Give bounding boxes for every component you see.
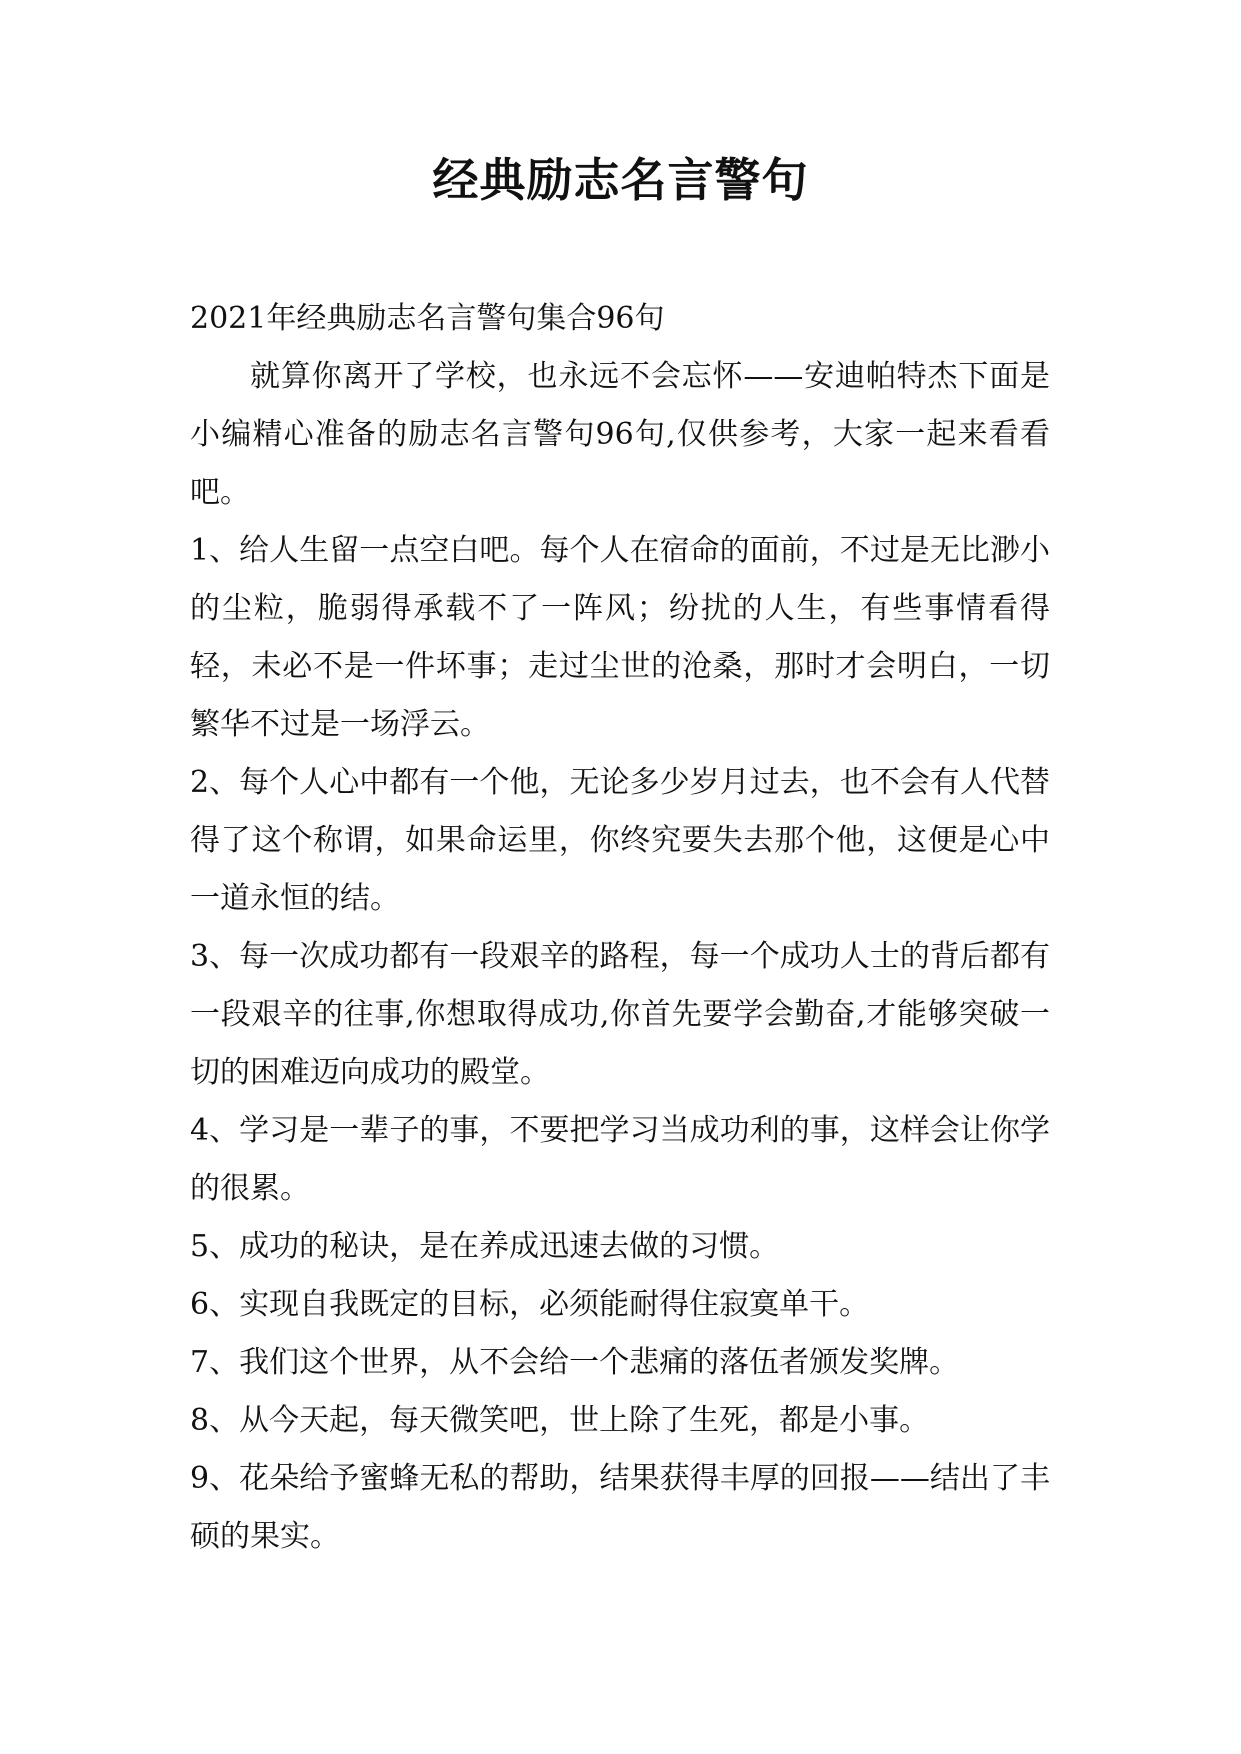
quote-item-3: 3、每一次成功都有一段艰辛的路程，每一个成功人士的背后都有一段艰辛的往事,你想取得成功,你首先要学会勤奋,才能够突破一切的困难迈向成功的殿堂。 (190, 939, 1050, 1090)
quote-item-4: 4、学习是一辈子的事，不要把学习当成功利的事，这样会让你学的很累。 (190, 1113, 1050, 1206)
document-body (190, 290, 1050, 1566)
document-subtitle: 2021年经典励志名言警句集合96句 (190, 301, 665, 336)
document-title: 经典励志名言警句 (432, 153, 809, 207)
quote-item-5: 5、成功的秘诀，是在养成迅速去做的习惯。 (190, 1229, 780, 1264)
quote-item-9: 9、花朵给予蜜蜂无私的帮助，结果获得丰厚的回报——结出了丰硕的果实。 (190, 1461, 1050, 1554)
quote-item-8: 8、从今天起，每天微笑吧，世上除了生死，都是小事。 (190, 1403, 930, 1438)
quote-item-6: 6、实现自我既定的目标，必须能耐得住寂寞单干。 (190, 1287, 870, 1322)
quote-item-1: 1、给人生留一点空白吧。每个人在宿命的面前，不过是无比渺小的尘粒，脆弱得承载不了一阵风；纷扰的人生，有些事情看得轻，未必不是一件坏事；走过尘世的沧桑，那时才会明白，一切繁华不过是一场浮云。 (190, 533, 1050, 742)
quote-item-2: 2、每个人心中都有一个他，无论多少岁月过去，也不会有人代替得了这个称谓，如果命运里，你终究要失去那个他，这便是心中一道永恒的结。 (190, 765, 1050, 916)
quote-item-7: 7、我们这个世界，从不会给一个悲痛的落伍者颁发奖牌。 (190, 1345, 960, 1380)
intro-paragraph: 就算你离开了学校，也永远不会忘怀——安迪帕特杰下面是小编精心准备的励志名言警句96句,仅供参考，大家一起来看看吧。 (190, 359, 1050, 510)
